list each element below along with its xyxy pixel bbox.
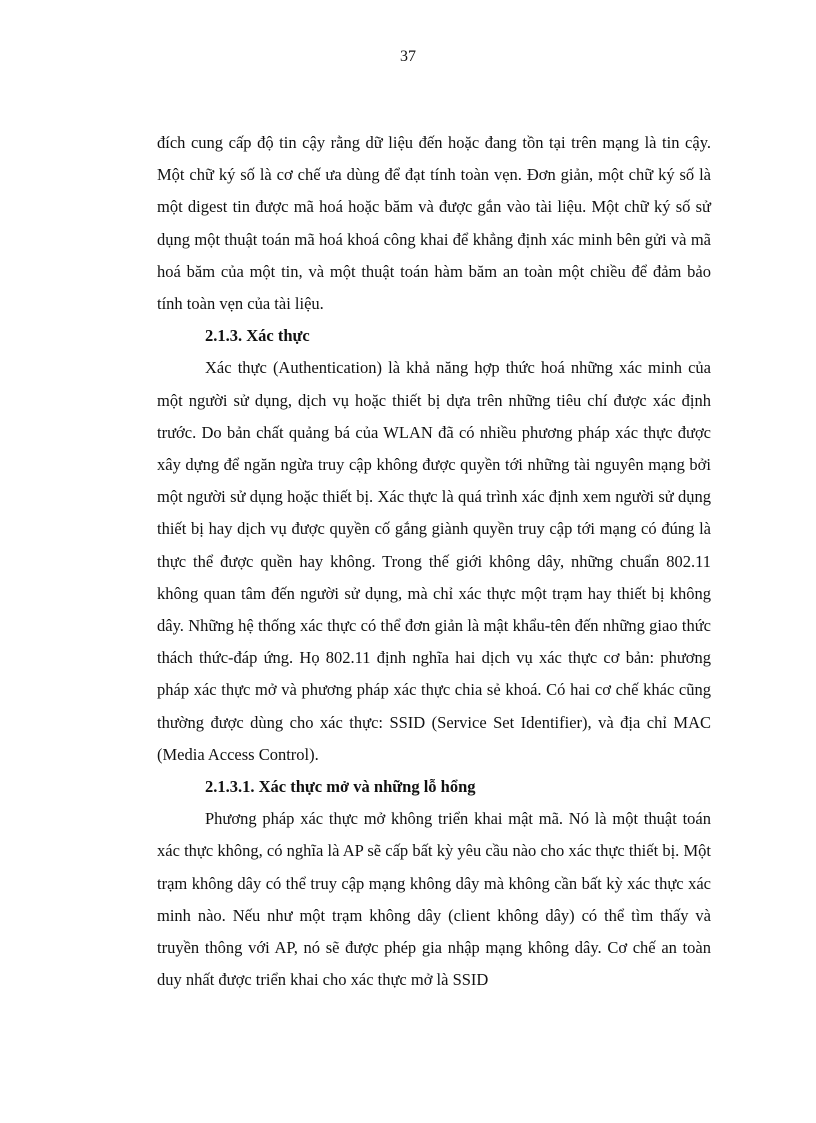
body-text: [157, 127, 711, 996]
page-number: 37: [400, 48, 416, 65]
heading-authentication: 2.1.3. Xác thực: [205, 326, 310, 346]
heading-open-authentication: 2.1.3.1. Xác thực mở và những lỗ hổng: [205, 777, 476, 797]
paragraph-open-authentication: Phương pháp xác thực mở không triển khai mật mã. Nó là một thuật toán xác thực không, có nghĩa là AP sẽ cấp bất kỳ yêu cầu nào cho xác thực thiết bị. Một trạm không dây có thể truy cập mạng không dây mà không cần bất kỳ xác thực xác minh nào. Nếu như một trạm không dây (client không dây) có thể tìm thấy và truyền thông với AP, nó sẽ được phép gia nhập mạng không dây. Cơ chế an toàn duy nhất được triển khai cho xác thực mở là SSID: [157, 809, 711, 990]
paragraph-integrity: đích cung cấp độ tin cậy rằng dữ liệu đến hoặc đang tồn tại trên mạng là tin cậy. Một chữ ký số là cơ chế ưa dùng để đạt tính toàn vẹn. Đơn giản, một chữ ký số là một digest tin được mã hoá hoặc băm và được gắn vào tài liệu. Một chữ ký số sử dụng một thuật toán mã hoá khoá công khai để khẳng định xác minh bên gửi và mã hoá băm của một tin, và một thuật toán hàm băm an toàn một chiều để đảm bảo tính toàn vẹn của tài liệu.: [157, 133, 711, 314]
paragraph-authentication: Xác thực (Authentication) là khả năng hợp thức hoá những xác minh của một người sử dụng, dịch vụ hoặc thiết bị dựa trên những tiêu chí được xác định trước. Do bản chất quảng bá của WLAN đã có nhiều phương pháp xác thực được xây dựng để ngăn ngừa truy cập không được quyền tới những tài nguyên mạng bởi một người sử dụng hoặc thiết bị. Xác thực là quá trình xác định xem người sử dụng thiết bị hay dịch vụ được quyền cố gắng giành quyền truy cập tới mạng có đúng là thực thể được quền hay không. Trong thế giới không dây, những chuẩn 802.11 không quan tâm đến người sử dụng, mà chỉ xác thực một trạm hay thiết bị không dây. Những hệ thống xác thực có thể đơn giản là mật khẩu-tên đến những giao thức thách thức-đáp ứng. Họ 802.11 định nghĩa hai dịch vụ xác thực cơ bản: phương pháp xác thực mở và phương pháp xác thực chia sẻ khoá. Có hai cơ chế khác cũng thường được dùng cho xác thực: SSID (Service Set Identifier), và địa chỉ MAC (Media Access Control).: [157, 358, 711, 764]
